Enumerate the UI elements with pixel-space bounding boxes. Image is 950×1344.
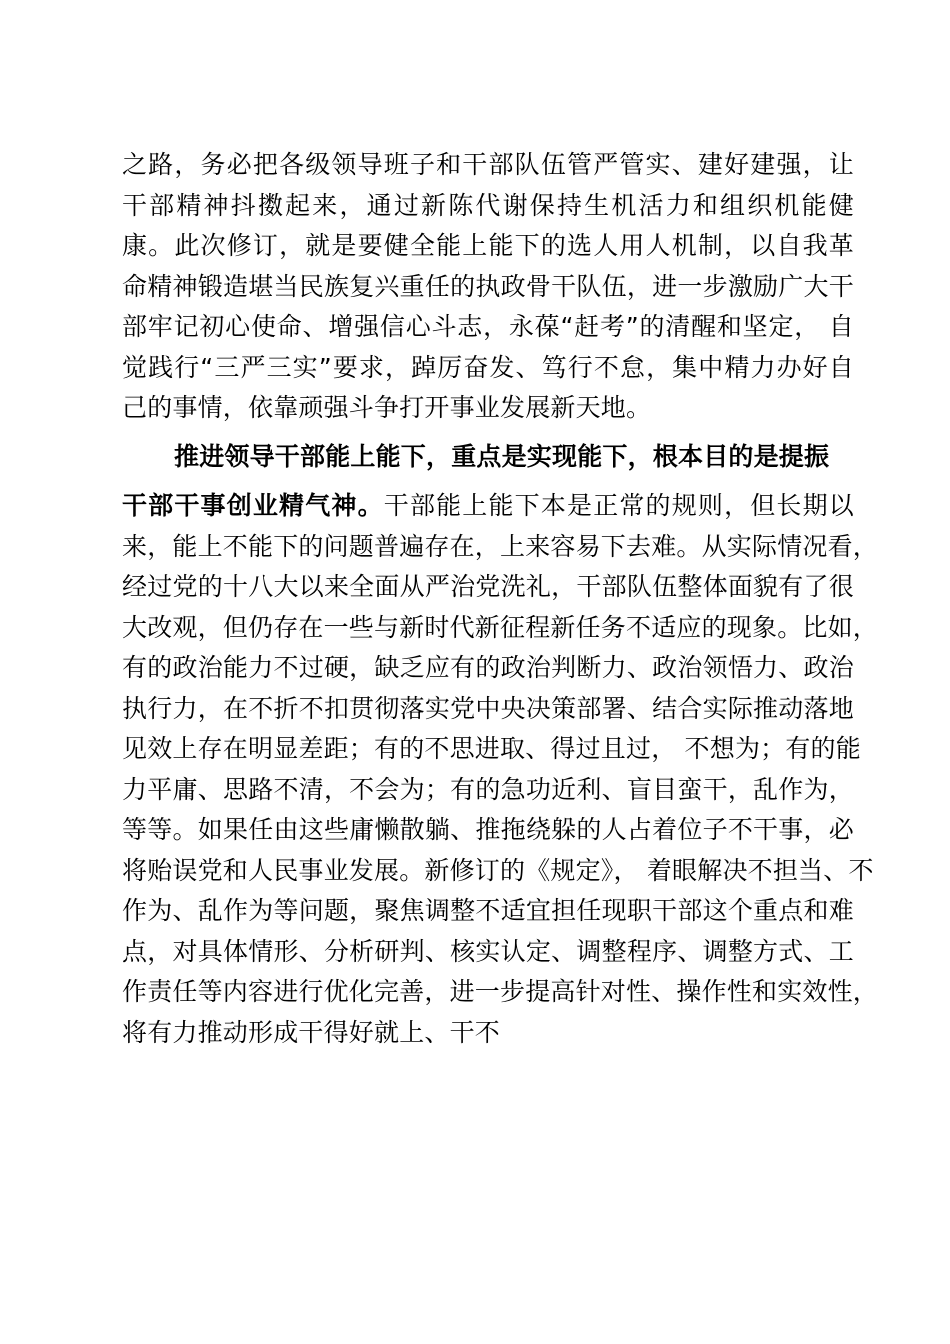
paragraph-2-mixed-line	[122, 486, 854, 527]
paragraph-2-line: 大改观，但仍存在一些与新时代新征程新任务不适应的现象。比如，	[122, 612, 879, 642]
paragraph-2-line: 作责任等内容进行优化完善，进一步提高针对性、操作性和实效性，	[122, 977, 879, 1006]
paragraph-2-line: 执行力，在不折不扣贯彻落实党中央决策部署、结合实际推动落地	[122, 693, 854, 723]
paragraph-2-line: 等等。如果任由这些庸懒散躺、推拖绕躲的人占着位子不干事，必	[122, 815, 854, 844]
paragraph-2-bold-lead: 干部干事创业精气神。	[122, 491, 384, 520]
paragraph-1-line: 觉践行“三严三实”要求，踔厉奋发、笃行不怠，集中精力办好自	[122, 352, 854, 382]
paragraph-2-line: 力平庸、思路不清，不会为；有的急功近利、盲目蛮干，乱作为，	[122, 774, 854, 804]
paragraph-2-line: 有的政治能力不过硬，缺乏应有的政治判断力、政治领悟力、政治	[122, 653, 854, 682]
paragraph-1-line: 干部精神抖擞起来，通过新陈代谢保持生机活力和组织机能健	[122, 190, 854, 220]
paragraph-2-heading	[122, 437, 854, 478]
paragraph-2-line: 将贻误党和人民事业发展。新修订的《规定》， 着眼解决不担当、不	[122, 855, 874, 885]
paragraph-2-line: 将有力推动形成干得好就上、干不	[122, 1017, 501, 1047]
paragraph-1	[122, 145, 854, 429]
paragraph-2-line: 来，能上不能下的问题普遍存在，上来容易下去难。从实际情况看，	[122, 531, 879, 561]
paragraph-1-line: 己的事情，依靠顽强斗争打开事业发展新天地。	[122, 393, 652, 422]
paragraph-2-line: 作为、乱作为等问题，聚焦调整不适宜担任现职干部这个重点和难	[122, 896, 854, 925]
paragraph-2-heading-line: 推进领导干部能上能下，重点是实现能下，根本目的是提振	[174, 442, 830, 471]
paragraph-1-line: 之路，务必把各级领导班子和干部队伍管严管实、建好建强，让	[122, 150, 854, 179]
paragraph-2-line: 经过党的十八大以来全面从严治党洗礼，干部队伍整体面貌有了很	[122, 572, 854, 601]
paragraph-2-lead-rest: 干部能上能下本是正常的规则，但长期以	[383, 491, 854, 520]
paragraph-1-line: 命精神锻造堪当民族复兴重任的执政骨干队伍，进一步激励广大干	[122, 271, 854, 301]
paragraph-2-line: 点，对具体情形、分析研判、核实认定、调整程序、调整方式、工	[122, 936, 854, 966]
paragraph-1-line: 康。此次修订，就是要健全能上能下的选人用人机制，以自我革	[122, 231, 854, 260]
paragraph-2-line: 见效上存在明显差距；有的不思进取、得过且过， 不想为；有的能	[122, 734, 861, 763]
paragraph-1-line: 部牢记初心使命、增强信心斗志，永葆“赶考”的清醒和坚定， 自	[122, 312, 854, 341]
paragraph-2-body	[122, 486, 879, 1053]
